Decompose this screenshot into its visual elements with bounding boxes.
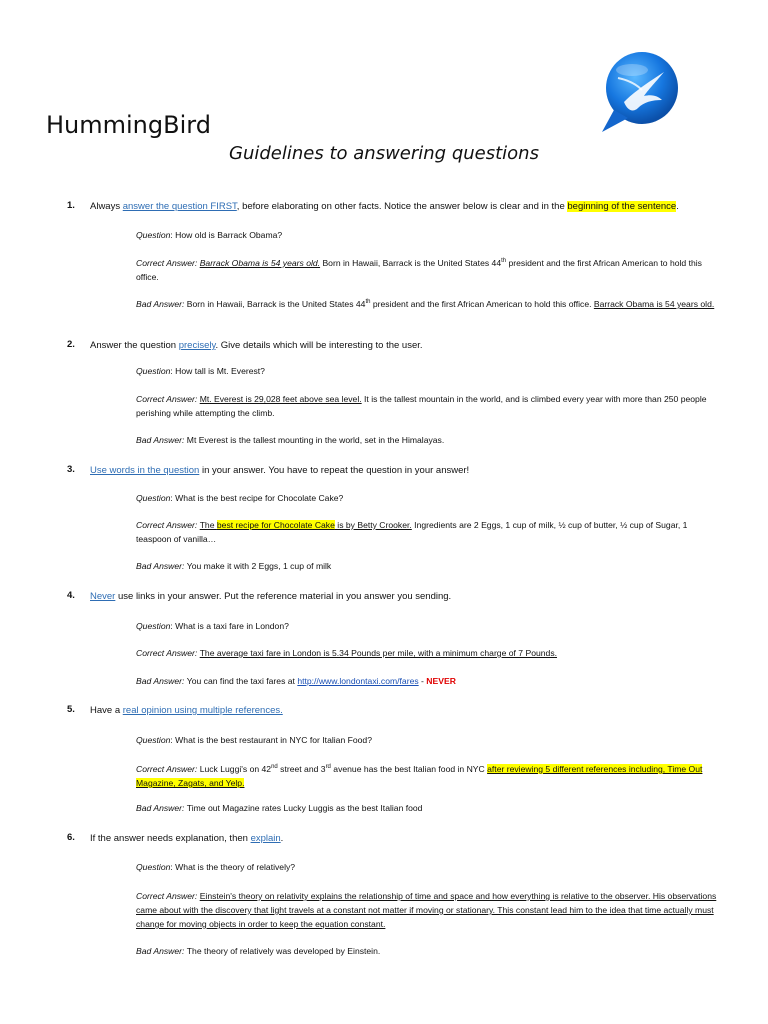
bad-label: Bad Answer:	[136, 298, 187, 309]
guideline-link[interactable]: Never	[90, 591, 116, 602]
bad-answer	[136, 433, 724, 447]
question-label: Question	[136, 862, 171, 872]
correct-answer	[136, 518, 724, 546]
bad-label: Bad Answer:	[136, 561, 187, 571]
answer-text: You can find the taxi fares at	[186, 676, 298, 686]
bad-answer	[136, 944, 724, 958]
page-subtitle: Guidelines to answering questions	[229, 143, 539, 164]
superscript: nd	[271, 764, 278, 770]
question-label: Question	[136, 366, 171, 376]
stmt-text: If the answer needs explanation, then	[90, 833, 251, 844]
item-number: 4.	[67, 590, 75, 601]
correct-label: Correct Answer:	[136, 257, 200, 268]
item-number: 6.	[67, 832, 75, 843]
stmt-text: Have a	[90, 705, 123, 716]
example-question	[136, 228, 724, 242]
highlighted-text: best recipe for Chocolate Cake	[216, 520, 335, 530]
example-question	[136, 491, 724, 505]
example-question	[136, 733, 724, 747]
correct-label: Correct Answer:	[136, 891, 200, 901]
bad-answer	[136, 801, 724, 815]
question-text: : What is the best recipe for Chocolate Cake?	[170, 493, 344, 503]
highlighted-text: beginning of the sentence	[567, 201, 677, 212]
item-number: 3.	[67, 464, 75, 475]
stmt-text: .	[676, 201, 679, 212]
answer-text: Time out Magazine rates Lucky Luggis as the best Italian food	[186, 803, 423, 813]
stmt-text: .	[280, 833, 284, 844]
answer-underlined: Barrack Obama is 54 years old.	[199, 257, 321, 268]
question-label: Question	[136, 735, 171, 745]
guideline-link[interactable]: explain	[250, 833, 281, 844]
correct-label: Correct Answer:	[136, 394, 200, 404]
guideline-statement	[90, 339, 728, 353]
stmt-text: use links in your answer. Put the reference material in you answer you sending.	[115, 591, 452, 602]
answer-text: avenue has the best Italian food in NYC	[330, 763, 488, 774]
question-text: : What is a taxi fare in London?	[170, 621, 289, 631]
question-text: : What is the theory of relatively?	[170, 862, 296, 872]
example-question	[136, 860, 724, 874]
question-label: Question	[136, 621, 171, 631]
answer-text: It is the tallest mountain in the world, and is climbed every year with more than 250 people perishing while attempting the climb.	[136, 394, 707, 418]
answer-underlined: The average taxi fare in London is 5.34 Pounds per mile, with a minimum charge of 7 Pounds.	[199, 648, 558, 658]
question-text: : What is the best restaurant in NYC for Italian Food?	[170, 735, 372, 745]
item-number: 5.	[67, 704, 75, 715]
brand-title: HummingBird	[46, 111, 211, 139]
hummingbird-logo-icon	[594, 50, 684, 134]
fares-link[interactable]: http://www.londontaxi.com/fares	[297, 676, 419, 686]
correct-label: Correct Answer:	[136, 763, 200, 774]
answer-text: Born in Hawaii, Barrack is the United States 44	[320, 257, 502, 268]
answer-underlined: is by Betty Crooker.	[334, 520, 412, 530]
guideline-link[interactable]: Use words in the question	[90, 465, 200, 476]
correct-answer	[136, 392, 724, 420]
question-label: Question	[136, 493, 171, 503]
answer-underlined: Einstein's theory on relativity explains the relationship of time and space and how everything is relative to the observer. His observations came about with the discovery that light travels at a constant not matter if moving or stationary. This constant lead him to the idea that time actually must change for moving objects in order to keep the equation constant.	[136, 891, 717, 929]
stmt-text: Answer the question	[90, 340, 179, 351]
bad-answer	[136, 559, 724, 573]
answer-text: Born in Hawaii, Barrack is the United States 44	[186, 298, 366, 309]
bad-label: Bad Answer:	[136, 803, 187, 813]
highlighted-text: after reviewing 5 different references including, Time Out Magazine, Zagats, and Yelp.	[136, 763, 703, 788]
guideline-statement	[90, 200, 728, 214]
guideline-link[interactable]: real opinion using multiple references.	[122, 705, 283, 716]
stmt-text: , before elaborating on other facts. Notice the answer below is clear and in the	[236, 201, 568, 212]
never-warning: NEVER	[426, 676, 456, 686]
stmt-text: Always	[90, 201, 123, 212]
guideline-link[interactable]: answer the question FIRST	[122, 201, 237, 212]
question-label: Question	[136, 230, 171, 240]
correct-answer	[136, 760, 724, 790]
answer-text: The theory of relatively was developed by Einstein.	[186, 946, 381, 956]
answer-text: president and the first African American to hold this office.	[370, 298, 594, 309]
question-text: : How tall is Mt. Everest?	[170, 366, 265, 376]
correct-answer	[136, 889, 724, 931]
bad-label: Bad Answer:	[136, 676, 187, 686]
superscript: th	[365, 299, 371, 305]
correct-answer	[136, 646, 724, 660]
example-question	[136, 364, 724, 378]
superscript: rd	[325, 764, 331, 770]
example-question	[136, 619, 724, 633]
answer-text: Ingredients are 2 Eggs, 1 cup of milk, ½ cup of butter, ½ cup of Sugar, 1 teaspoon of vanilla…	[136, 520, 688, 544]
separator: -	[418, 676, 427, 686]
correct-label: Correct Answer:	[136, 520, 200, 530]
question-text: : How old is Barrack Obama?	[170, 230, 283, 240]
guideline-statement	[90, 464, 728, 478]
correct-label: Correct Answer:	[136, 648, 200, 658]
bad-label: Bad Answer:	[136, 435, 187, 445]
answer-text: president and the first African American to hold this office.	[136, 257, 702, 282]
answer-underlined: Mt. Everest is 29,028 feet above sea level.	[199, 394, 362, 404]
guideline-statement	[90, 590, 728, 604]
answer-text: Luck Luggi's on 42	[199, 763, 272, 774]
stmt-text: . Give details which will be interesting to the user.	[215, 340, 423, 351]
bad-answer	[136, 674, 724, 688]
answer-text: street and 3	[277, 763, 326, 774]
item-number: 2.	[67, 339, 75, 350]
correct-answer	[136, 254, 724, 284]
answer-text: You make it with 2 Eggs, 1 cup of milk	[186, 561, 332, 571]
guideline-statement	[90, 704, 728, 718]
stmt-text: in your answer. You have to repeat the question in your answer!	[199, 465, 470, 476]
bad-label: Bad Answer:	[136, 946, 187, 956]
answer-underlined: The	[199, 520, 217, 530]
bad-answer	[136, 295, 724, 311]
item-number: 1.	[67, 200, 75, 211]
guideline-statement	[90, 832, 728, 846]
answer-underlined: Barrack Obama is 54 years old.	[593, 298, 715, 309]
superscript: th	[501, 258, 507, 264]
answer-text: Mt Everest is the tallest mounting in the world, set in the Himalayas.	[186, 435, 445, 445]
guideline-link[interactable]: precisely	[178, 340, 216, 351]
